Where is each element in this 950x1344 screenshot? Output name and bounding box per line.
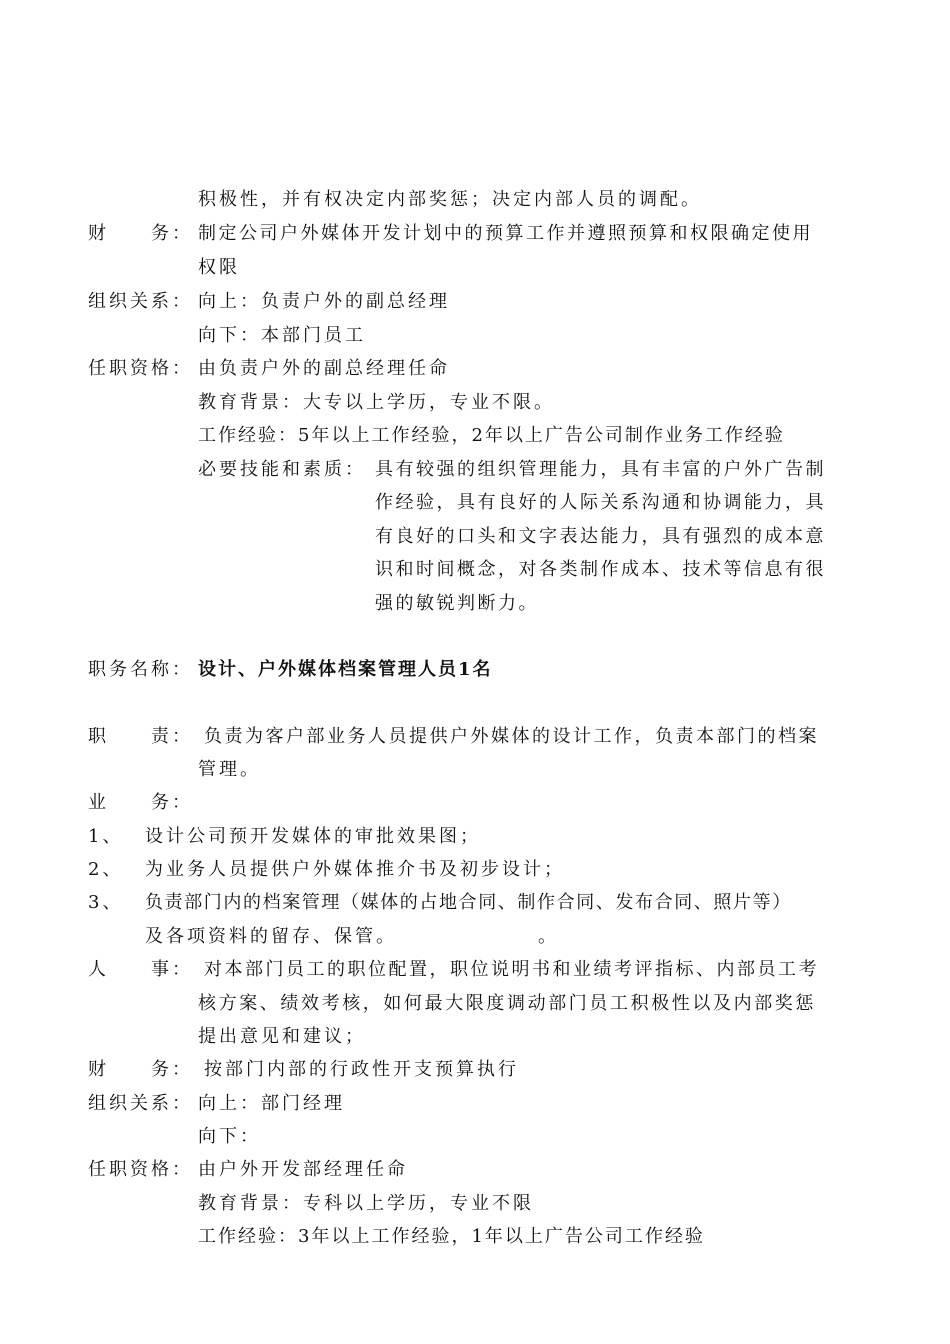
hr-line: 核方案、绩效考核，如何最大限度调动部门员工积极性以及内部奖惩 [198, 993, 816, 1014]
duty-label: 职 责： [88, 726, 193, 747]
duty-continuation: 积极性，并有权决定内部奖惩；决定内部人员的调配。 [198, 189, 702, 210]
org-relation-up: 向上：负责户外的副总经理 [198, 291, 450, 312]
stray-period: 。 [538, 926, 559, 947]
skills-line: 作经验，具有良好的人际关系沟通和协调能力，具 [375, 492, 826, 513]
finance-label: 财 务： [88, 223, 193, 244]
qualification-experience: 工作经验：3年以上工作经验，1年以上广告公司工作经验 [198, 1226, 705, 1247]
hr-line: 对本部门员工的职位配置，职位说明书和业绩考评指标、内部员工考 [204, 959, 819, 980]
business-item-number: 3、 [88, 892, 124, 913]
business-item-text-cont: 及各项资料的留存、保管。 [145, 926, 397, 947]
org-relation-up: 向上：部门经理 [198, 1093, 345, 1114]
business-item-number: 2、 [88, 859, 124, 880]
duty-text: 负责为客户部业务人员提供户外媒体的设计工作，负责本部门的档案 [204, 726, 819, 747]
qualification-appointment: 由负责户外的副总经理任命 [198, 358, 450, 379]
qualification-label: 任职资格： [88, 358, 193, 379]
duty-text-cont: 管理。 [198, 759, 261, 780]
finance-text-cont: 权限 [198, 257, 240, 278]
qualification-appointment: 由户外开发部经理任命 [198, 1159, 408, 1180]
hr-label: 人 事： [88, 959, 193, 980]
qualification-education: 教育背景：大专以上学历，专业不限。 [198, 392, 555, 413]
position-title-value: 设计、户外媒体档案管理人员1名 [198, 659, 493, 680]
business-label: 业 务： [88, 792, 193, 813]
finance-text: 制定公司户外媒体开发计划中的预算工作并遵照预算和权限确定使用 [198, 223, 813, 244]
skills-label: 必要技能和素质： [198, 459, 366, 480]
hr-line: 提出意见和建议； [198, 1026, 366, 1047]
org-relation-down: 向下： [198, 1126, 261, 1147]
org-relation-down: 向下：本部门员工 [198, 325, 366, 346]
qualification-experience: 工作经验：5年以上工作经验，2年以上广告公司制作业务工作经验 [198, 425, 785, 446]
org-relation-label: 组织关系： [88, 291, 193, 312]
qualification-education: 教育背景：专科以上学历，专业不限 [198, 1193, 534, 1214]
finance-text: 按部门内部的行政性开支预算执行 [204, 1059, 519, 1080]
business-item-text: 负责部门内的档案管理（媒体的占地合同、制作合同、发布合同、照片等） [145, 892, 792, 913]
business-item-text: 设计公司预开发媒体的审批效果图； [145, 826, 481, 847]
business-item-number: 1、 [88, 826, 124, 847]
org-relation-label: 组织关系： [88, 1093, 193, 1114]
business-item-text: 为业务人员提供户外媒体推介书及初步设计； [145, 859, 565, 880]
skills-line: 识和时间概念，对各类制作成本、技术等信息有很 [375, 559, 826, 580]
skills-line: 具有较强的组织管理能力，具有丰富的户外广告制 [375, 459, 826, 480]
finance-label: 财 务： [88, 1059, 193, 1080]
skills-line: 强的敏锐判断力。 [375, 593, 539, 614]
position-title-label: 职务名称： [88, 659, 193, 680]
qualification-label: 任职资格： [88, 1159, 193, 1180]
skills-line: 有良好的口头和文字表达能力，具有强烈的成本意 [375, 526, 826, 547]
